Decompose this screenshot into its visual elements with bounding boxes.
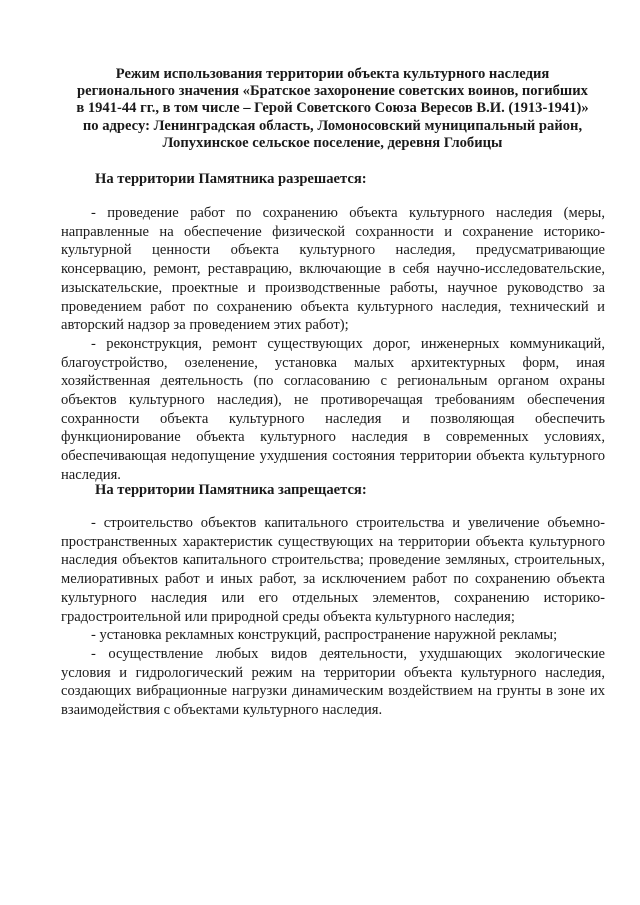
allowed-paragraph: - реконструкция, ремонт существующих дорог, инженерных коммуникаций, благоустройство, озеленение, установка малых архитектурных форм, иная хозяйственная деятельность (по согласованию с региональным органом охраны объектов культурного наследия), не противоречащая требованиям обеспечения сохранности объекта культурного наследия и позволяющая обеспечить функционирование объекта культурного наследия в современных условиях, обеспечивающая недопущение ухудшения состояния территории объекта культурного наследия. <box>61 335 605 483</box>
prohibited-section-heading: На территории Памятника запрещается: <box>95 482 367 498</box>
title-line: в 1941-44 гг., в том числе – Герой Советского Союза Вересов В.И. (1913-1941)» <box>76 100 589 117</box>
prohibited-paragraph: - осуществление любых видов деятельности, ухудшающих экологические условия и гидрологический режим на территории объекта культурного наследия, создающих вибрационные нагрузки динамическим воздействием на грунты в зоне их взаимодействия с объектами культурного наследия. <box>61 645 605 719</box>
prohibited-paragraph: - установка рекламных конструкций, распространение наружной рекламы; <box>91 627 558 644</box>
allowed-paragraph: - проведение работ по сохранению объекта культурного наследия (меры, направленные на обеспечение физической сохранности и сохранение историко-культурной ценности объекта культурного наследия, предусматривающие консервацию, ремонт, реставрацию, включающие в себя научно-исследовательские, изыскательские, проектные и производственные работы, научное руководство за проведением работ по сохранению объекта культурного наследия, технический и авторский надзор за проведением этих работ); <box>61 205 605 334</box>
title-line: по адресу: Ленинградская область, Ломоносовский муниципальный район, <box>82 117 583 134</box>
title-line: Лопухинское сельское поселение, деревня Глобицы <box>162 134 503 151</box>
allowed-section-body <box>61 204 605 485</box>
title-line: регионального значения «Братское захоронение советских воинов, погибших <box>77 83 588 100</box>
title-line: Режим использования территории объекта культурного наследия <box>115 66 550 82</box>
prohibited-paragraph: - строительство объектов капитального строительства и увеличение объемно-пространственных характеристик существующих на территории объекта культурного наследия объектов капитального строительства; проведение земляных, строительных, мелиоративных работ и иных работ, за исключением работ по сохранению объекта культурного наследия или его отдельных элементов, сохранению историко-градостроительной или природной среды объекта культурного наследия; <box>61 515 605 625</box>
document-title <box>60 66 605 152</box>
allowed-section-heading: На территории Памятника разрешается: <box>95 171 367 187</box>
prohibited-section-body <box>61 514 605 720</box>
